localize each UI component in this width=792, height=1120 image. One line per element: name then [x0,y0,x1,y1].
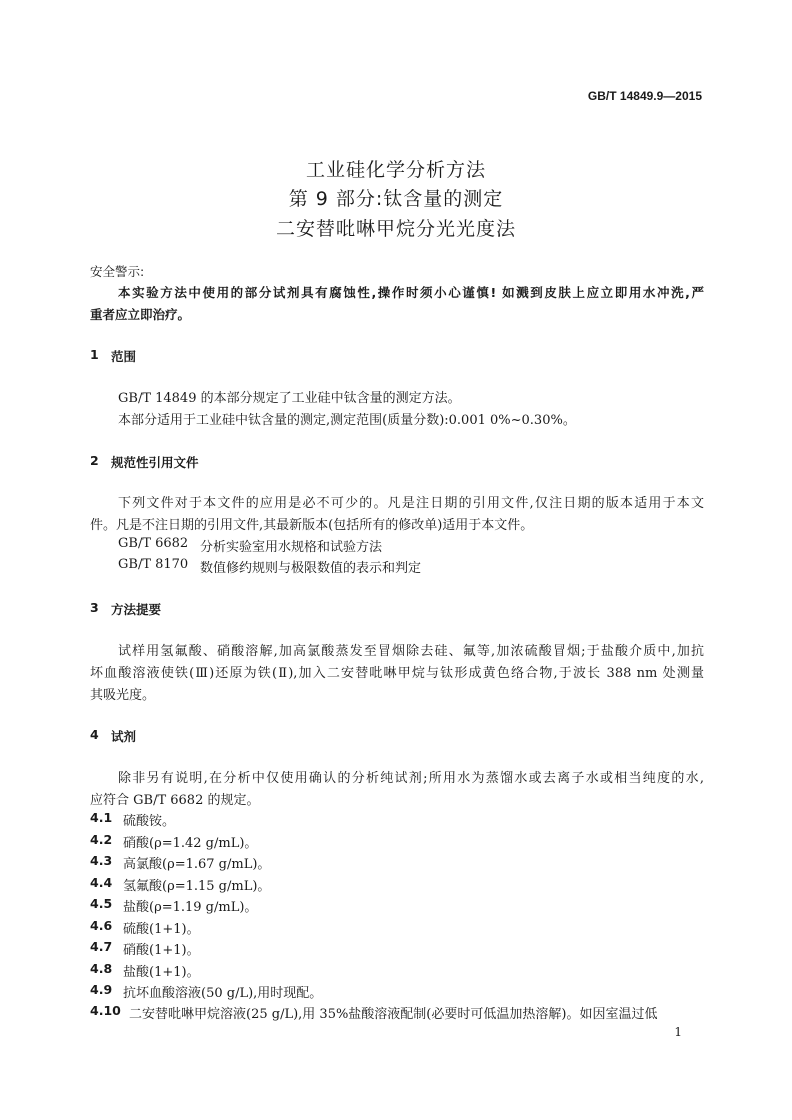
title-line-1: 工业硅化学分析方法 [305,159,486,181]
reagent-number: 4.6 [90,918,113,933]
reagent-number: 4.7 [90,939,113,954]
reference-code: GB/T 6682 [118,536,189,551]
reference-code: GB/T 8170 [118,557,189,572]
reagent-number: 4.2 [90,832,113,847]
reagent-text: 二安替吡啉甲烷溶液(25 g/L),用 35%盐酸溶液配制(必要时可低温加热溶解)。如因室温过低 [129,1007,658,1022]
reagent-number: 4.9 [90,982,113,997]
reagent-text: 硝酸(1+1)。 [123,943,200,958]
safety-label: 安全警示: [90,264,145,279]
reference-title: 数值修约规则与极限数值的表示和判定 [200,561,422,576]
section-1-number: 1 [90,347,99,362]
reagent-text: 硝酸(ρ=1.42 g/mL)。 [123,836,258,851]
section-2-paragraph-line-2: 件。凡是不注日期的引用文件,其最新版本(包括所有的修改单)适用于本文件。 [90,518,534,533]
section-3-heading: 方法提要 [111,602,162,617]
section-3-line-2: 坏血酸溶液使铁(Ⅲ)还原为铁(Ⅱ),加入二安替吡啉甲烷与钛形成黄色络合物,于波长 388 nm 处测量 [90,666,704,681]
safety-text-line-2: 重者应立即治疗。 [90,307,191,322]
section-2-number: 2 [90,453,99,468]
title-line-3: 二安替吡啉甲烷分光光度法 [275,218,516,240]
reagent-number: 4.5 [90,896,113,911]
reagent-text: 抗坏血酸溶液(50 g/L),用时现配。 [123,986,323,1001]
reagent-text: 高氯酸(ρ=1.67 g/mL)。 [123,857,271,872]
section-3-number: 3 [90,600,99,615]
reagent-number: 4.3 [90,853,113,868]
reagent-text: 氢氟酸(ρ=1.15 g/mL)。 [123,879,271,894]
reagent-number: 4.10 [90,1003,121,1018]
reference-title: 分析实验室用水规格和试验方法 [200,540,383,555]
section-4-intro-line-2: 应符合 GB/T 6682 的规定。 [90,793,260,808]
reagent-text: 盐酸(ρ=1.19 g/mL)。 [123,900,258,915]
reagent-text: 硫酸(1+1)。 [123,922,200,937]
reagent-text: 硫酸铵。 [123,814,176,829]
reagent-text: 盐酸(1+1)。 [123,965,200,980]
section-4-number: 4 [90,727,99,742]
page-number: 1 [674,1025,682,1039]
section-1-paragraph-2: 本部分适用于工业硅中钛含量的测定,测定范围(质量分数):0.001 0%~0.30%。 [118,413,576,428]
reagent-number: 4.4 [90,875,113,890]
title-line-2: 第 9 部分:钛含量的测定 [288,188,504,210]
section-4-intro-line-1: 除非另有说明,在分析中仅使用确认的分析纯试剂;所用水为蒸馏水或去离子水或相当纯度的水, [118,771,704,786]
section-2-paragraph-line-1: 下列文件对于本文件的应用是必不可少的。凡是注日期的引用文件,仅注日期的版本适用于本文 [118,496,704,511]
safety-text-line-1: 本实验方法中使用的部分试剂具有腐蚀性,操作时须小心谨慎! 如溅到皮肤上应立即用水冲洗,严 [118,285,704,300]
reagent-number: 4.8 [90,961,113,976]
section-1-heading: 范围 [111,349,137,364]
section-1-paragraph-1: GB/T 14849 的本部分规定了工业硅中钛含量的测定方法。 [118,391,461,406]
document-number: GB/T 14849.9—2015 [587,89,702,103]
reagent-number: 4.1 [90,810,113,825]
section-3-line-3: 其吸光度。 [90,688,156,703]
section-3-line-1: 试样用氢氟酸、硝酸溶解,加高氯酸蒸发至冒烟除去硅、氟等,加浓硫酸冒烟;于盐酸介质中,加抗 [118,644,704,659]
section-4-heading: 试剂 [111,729,137,744]
section-2-heading: 规范性引用文件 [111,455,199,470]
